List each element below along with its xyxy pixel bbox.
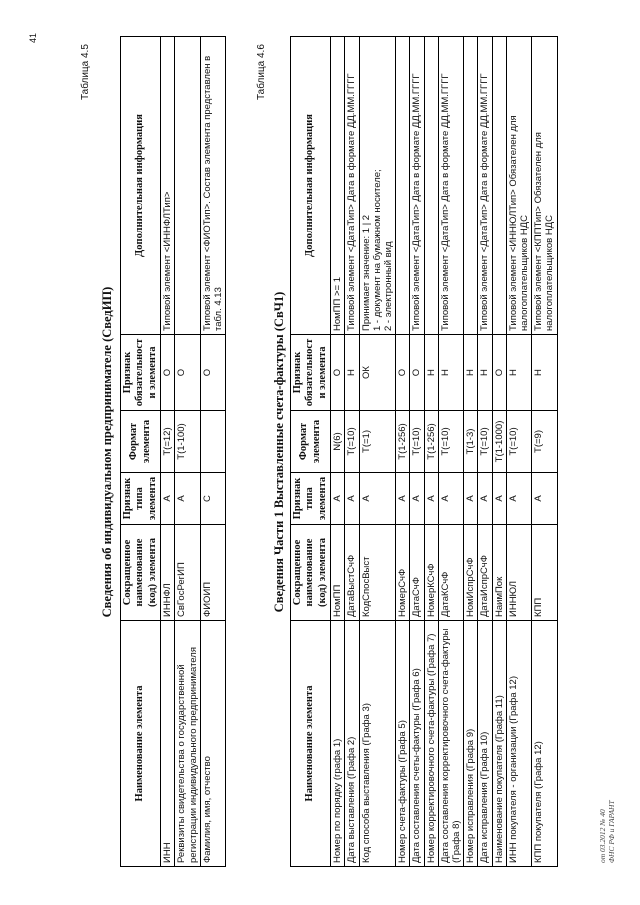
cell-element-info: Типовой элемент <ДатаТип> Дата в формате ДД.ММ.ГГГГ xyxy=(478,37,492,335)
cell-element-format: T(1-256) xyxy=(396,411,410,473)
table-row xyxy=(506,37,531,867)
cell-element-info: Типовой элемент <ДатаТип> Дата в формате ДД.ММ.ГГГГ xyxy=(345,37,359,335)
cell-element-code: ДатаИспрСчФ xyxy=(478,525,492,621)
cell-element-name: Номер счета-фактуры (Графа 5) xyxy=(396,621,410,867)
cell-element-required: ОК xyxy=(359,335,396,411)
cell-element-code: ДатаКСчФ xyxy=(438,525,463,621)
cell-element-type: А xyxy=(175,473,200,525)
cell-element-required: Н xyxy=(424,335,438,411)
cell-element-required: Н xyxy=(464,335,478,411)
cell-element-required: Н xyxy=(506,335,531,411)
cell-element-code: НомИспрСчФ xyxy=(464,525,478,621)
cell-element-name: Номер корректировочного счета-фактуры (Графа 7) xyxy=(424,621,438,867)
table-row xyxy=(410,37,424,867)
table-row xyxy=(492,37,506,867)
cell-element-code: ИННФЛ xyxy=(161,525,175,621)
cell-element-format: T(=10) xyxy=(506,411,531,473)
table-row xyxy=(424,37,438,867)
cell-element-info xyxy=(175,37,200,335)
column-header-element-format: Формат элемента xyxy=(121,411,161,473)
cell-element-info: Принимает значение: 1 | 2 1 - документ на бумажном носителе; 2 - электронный вид xyxy=(359,37,396,335)
cell-element-type: А xyxy=(410,473,424,525)
stamp-line-2: ФНС РФ и ГАРАНТ xyxy=(607,800,616,863)
cell-element-info xyxy=(424,37,438,335)
cell-element-info xyxy=(492,37,506,335)
column-header-element-info: Дополнительная информация xyxy=(291,37,331,335)
cell-element-format: T(=10) xyxy=(345,411,359,473)
cell-element-required: О xyxy=(200,335,225,411)
cell-element-type: А xyxy=(359,473,396,525)
stamp xyxy=(598,800,616,863)
cell-element-code: ИННЮЛ xyxy=(506,525,531,621)
cell-element-info xyxy=(396,37,410,335)
column-header-element-name: Наименование элемента xyxy=(121,621,161,867)
cell-element-name: Фамилия, имя, отчество xyxy=(200,621,225,867)
cell-element-type: А xyxy=(424,473,438,525)
cell-element-name: Реквизиты свидетельства о государственной регистрации индивидуального предпринимателя xyxy=(175,621,200,867)
cell-element-info: Типовой элемент <ДатаТип> Дата в формате ДД.ММ.ГГГГ xyxy=(410,37,424,335)
cell-element-code: СвГосРегИП xyxy=(175,525,200,621)
table-4-5-title: Сведения об индивидуальном предпринимателе (СведИП) xyxy=(100,286,114,618)
cell-element-code: КодСпосВыст xyxy=(359,525,396,621)
column-header-element-code: Сокращенное наименование (код) элемента xyxy=(291,525,331,621)
cell-element-format: T(1-256) xyxy=(424,411,438,473)
cell-element-name: ИНН покупателя - организации (Графа 12) xyxy=(506,621,531,867)
cell-element-format: T(1-3) xyxy=(464,411,478,473)
cell-element-info: НомПП >= 1 xyxy=(331,37,345,335)
cell-element-type: А xyxy=(331,473,345,525)
cell-element-code: ФИОИП xyxy=(200,525,225,621)
cell-element-type: А xyxy=(396,473,410,525)
table-4-6-caption: Таблица 4.6 xyxy=(256,44,267,100)
cell-element-name: Дата составления корректировочного счета-фактуры (Графа 8) xyxy=(438,621,463,867)
cell-element-required: Н xyxy=(532,335,557,411)
column-header-element-format: Формат элемента xyxy=(291,411,331,473)
table-row xyxy=(331,37,345,867)
cell-element-type: А xyxy=(478,473,492,525)
table-row xyxy=(161,37,175,867)
cell-element-required: Н xyxy=(345,335,359,411)
cell-element-format: T(=10) xyxy=(410,411,424,473)
cell-element-format: N(6) xyxy=(331,411,345,473)
cell-element-format: T(1-1000) xyxy=(492,411,506,473)
column-header-element-type: Признак типа элемента xyxy=(291,473,331,525)
cell-element-format: T(=10) xyxy=(438,411,463,473)
cell-element-required: О xyxy=(175,335,200,411)
cell-element-required: О xyxy=(396,335,410,411)
column-header-element-required: Признак обязательности элемента xyxy=(121,335,161,411)
cell-element-name: Дата исправления (Графа 10) xyxy=(478,621,492,867)
table-row xyxy=(345,37,359,867)
table-row xyxy=(175,37,200,867)
cell-element-required: О xyxy=(161,335,175,411)
cell-element-format: T(=9) xyxy=(532,411,557,473)
cell-element-format xyxy=(200,411,225,473)
table-header-row xyxy=(291,37,331,867)
cell-element-format: T(1-100) xyxy=(175,411,200,473)
cell-element-format: T(=10) xyxy=(478,411,492,473)
table-4-5-caption: Таблица 4.5 xyxy=(80,44,91,100)
cell-element-info: Типовой элемент <ИННЮЛТип> Обязателен для налогоплательщиков НДС xyxy=(506,37,531,335)
cell-element-code: НомПП xyxy=(331,525,345,621)
column-header-element-required: Признак обязательности элемента xyxy=(291,335,331,411)
cell-element-code: ДатаВыстСчФ xyxy=(345,525,359,621)
cell-element-name: Номер исправления (Графа 9) xyxy=(464,621,478,867)
column-header-element-info: Дополнительная информация xyxy=(121,37,161,335)
cell-element-code: НомерСчФ xyxy=(396,525,410,621)
column-header-element-code: Сокращенное наименование (код) элемента xyxy=(121,525,161,621)
cell-element-type: А xyxy=(438,473,463,525)
cell-element-info: Типовой элемент <ДатаТип> Дата в формате ДД.ММ.ГГГГ xyxy=(438,37,463,335)
cell-element-code: ДатаСчФ xyxy=(410,525,424,621)
cell-element-name: Дата выставления (Графа 2) xyxy=(345,621,359,867)
table-row xyxy=(200,37,225,867)
cell-element-type: А xyxy=(161,473,175,525)
cell-element-type: А xyxy=(492,473,506,525)
table-row xyxy=(396,37,410,867)
cell-element-format: T(=12) xyxy=(161,411,175,473)
stamp-line-1: от 03.2012 № 40 xyxy=(598,809,607,863)
cell-element-info: Типовой элемент <КППТип> Обязателен для налогоплательщиков НДС xyxy=(532,37,557,335)
cell-element-type: А xyxy=(464,473,478,525)
cell-element-name: Дата составления счеты-фактуры (Графа 6) xyxy=(410,621,424,867)
cell-element-type: А xyxy=(506,473,531,525)
cell-element-required: Н xyxy=(438,335,463,411)
cell-element-required: Н xyxy=(478,335,492,411)
table-row xyxy=(464,37,478,867)
cell-element-type: С xyxy=(200,473,225,525)
cell-element-type: А xyxy=(345,473,359,525)
cell-element-info: Типовой элемент <ФИОТип>. Состав элемента представлен в табл. 4.13 xyxy=(200,37,225,335)
cell-element-required: О xyxy=(492,335,506,411)
cell-element-format: T(=1) xyxy=(359,411,396,473)
table-4-5 xyxy=(120,36,226,867)
cell-element-required: О xyxy=(410,335,424,411)
table-header-row xyxy=(121,37,161,867)
cell-element-info: Типовой элемент <ИННФЛТип> xyxy=(161,37,175,335)
cell-element-name: Наименование покупателя (Графа 11) xyxy=(492,621,506,867)
cell-element-info xyxy=(464,37,478,335)
column-header-element-type: Признак типа элемента xyxy=(121,473,161,525)
cell-element-code: НомерКСчФ xyxy=(424,525,438,621)
table-row xyxy=(478,37,492,867)
table-row xyxy=(359,37,396,867)
cell-element-type: А xyxy=(532,473,557,525)
column-header-element-name: Наименование элемента xyxy=(291,621,331,867)
cell-element-name: Код способа выставления (Графа 3) xyxy=(359,621,396,867)
page-number: 41 xyxy=(28,32,38,43)
table-row xyxy=(532,37,557,867)
cell-element-name: КПП покупателя (Графа 12) xyxy=(532,621,557,867)
table-4-6-title: Сведения Части 1 Выставленные счета-фактуры (СвЧ1) xyxy=(272,291,286,613)
table-4-6 xyxy=(290,36,558,867)
cell-element-name: Номер по порядку (графа 1) xyxy=(331,621,345,867)
cell-element-code: КПП xyxy=(532,525,557,621)
cell-element-required: О xyxy=(331,335,345,411)
table-row xyxy=(438,37,463,867)
cell-element-code: НаимПок xyxy=(492,525,506,621)
cell-element-name: ИНН xyxy=(161,621,175,867)
